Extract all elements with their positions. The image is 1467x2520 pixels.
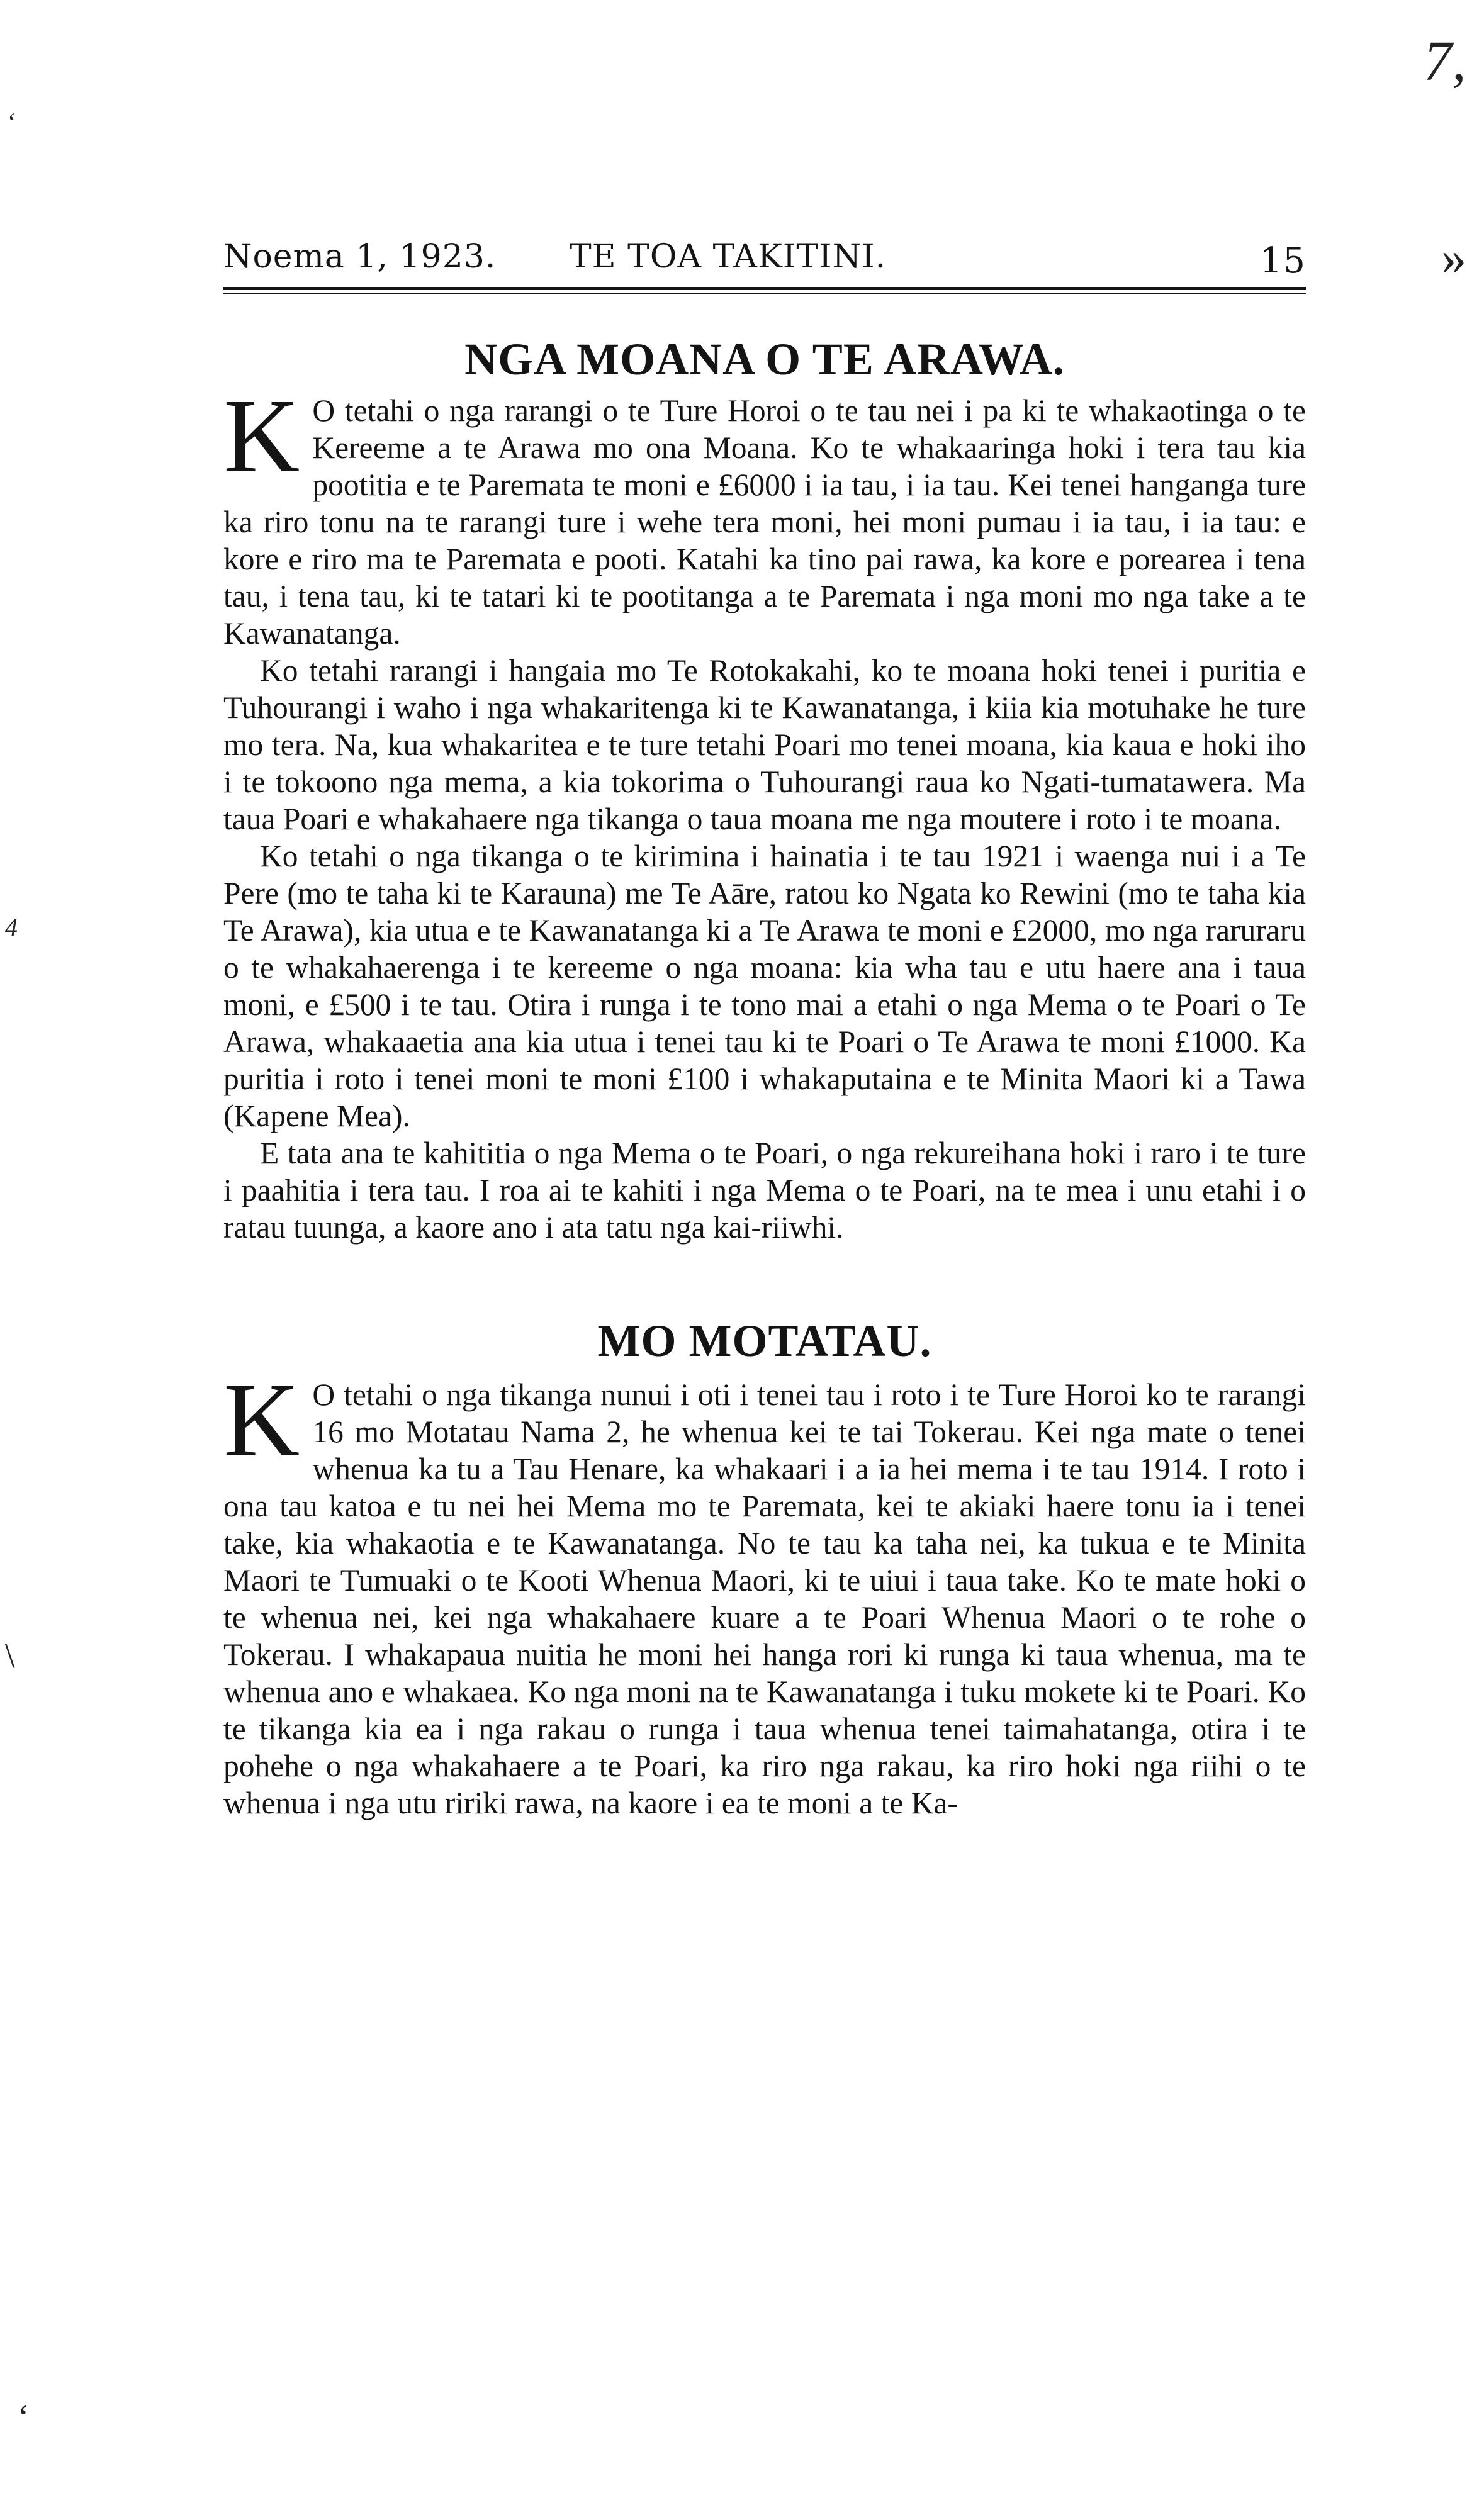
article-paragraph: Ko tetahi o nga tikanga o te kirimina i hainatia i te tau 1921 i waenga nui i a Te Pere (mo te taha ki te Karauna) me Te Aāre, ratou ko Ngata ko Rewini (mo te taha kia Te Arawa), kia utua e te Kawanatanga ki a Te Arawa te moni e £2000, mo nga raruraru o te whakahaerenga i te kereeme o nga moana: kia wha tau e utu haere ana i taua moni, e £500 i te tau. Otira i runga i te tono mai a etahi o nga Mema o te Poari o Te Arawa, whakaaetia ana kia utua i tenei tau ki te Poari o Te Arawa te moni £1000. Ka puritia i roto i tenei moni te moni £100 i whakaputaina e te Minita Maori ki a Tawa (Kapene Mea).: [223, 839, 1306, 1133]
running-header: [223, 227, 1306, 283]
article-title-motatau: MO MOTATAU.: [597, 1316, 932, 1366]
header-rule-thick: [223, 287, 1306, 290]
page-number: 15: [1259, 240, 1306, 281]
article-paragraph: Ko tetahi rarangi i hangaia mo Te Rotokakahi, ko te moana hoki tenei i puritia e Tuhourangi i waho i nga whakaritenga ki te Kawanatanga, i kiia kia motuhake he ture mo tera. Na, kua whakaritea e te ture tetahi Poari mo tenei moana, kia kaua e hoki iho i te tokoono nga mema, a kia tokorima o Tuhourangi raua ko Ngati-tumatawera. Ma taua Poari e whakahaere nga tikanga o taua moana me nga moutere i roto i te moana.: [223, 653, 1306, 836]
header-journal-title: TE TOA TAKITINI.: [570, 238, 887, 276]
margin-mark-left-1: ‘: [8, 108, 16, 136]
margin-mark-left-4: ‘: [18, 2398, 30, 2437]
margin-mark-left-3: \: [5, 1637, 15, 1676]
article-title-arawa: NGA MOANA O TE ARAWA.: [464, 334, 1065, 384]
article-paragraph: [223, 1362, 1306, 1822]
margin-mark-left-2: 4: [5, 913, 18, 941]
header-rule-thin: [223, 293, 1306, 294]
margin-mark-right-mid: »: [1441, 230, 1466, 286]
margin-mark-top-right: 7,: [1424, 30, 1466, 92]
paragraph-text: O tetahi o nga tikanga nunui i oti i tenei tau i roto i te Ture Horoi ko te rarangi 16 mo Motatau Nama 2, he whenua kei te tai Tokerau. Kei nga mate o tenei whenua ka tu a Tau Henare, ka whakaari i a ia hei mema i te tau 1914. I roto i ona tau katoa e tu nei hei Mema mo te Paremata, kei te akiaki haere tonu ia i tenei take, kia whakaotia e te Kawanatanga. No te tau ka taha nei, ka tukua e te Minita Maori te Tumuaki o te Kooti Whenua Maori, ki te uiui i taua take. Ko te mate hoki o te whenua nei, kei nga whakahaere kuare a te Poari Whenua Maori o te rohe o Tokerau. I whakapaua nuitia he moni hei hanga rori ki runga ki taua whenua, ma te whenua ano e whakaea. Ko nga moni na te Kawanatanga i tuku mokete ki te Poari. Ko te tikanga kia ea i nga rakau o runga i taua whenua tenei taimahatanga, otira i te pohehe o nga whakahaere a te Poari, ka riro nga rakau, ka riro hoki nga riihi o te whenua i nga utu ririki rawa, na kaore i ea te moni a te Ka-: [223, 1377, 1306, 1820]
paragraph-text: O tetahi o nga rarangi o te Ture Horoi o te tau nei i pa ki te whakaotinga o te Kereeme a te Arawa mo ona Moana. Ko te whakaaringa hoki i tera tau kia pootitia e te Paremata te moni e £6000 i ia tau, i ia tau. Kei tenei hanganga ture ka riro tonu na te rarangi ture i wehe tera moni, hei moni pumau i ia tau, i ia tau: e kore e riro ma te Paremata e pooti. Katahi ka tino pai rawa, ka kore e porearea i tena tau, i tena tau, ki te tatari ki te pootitanga a te Paremata i nga moni mo nga take a te Kawanatanga.: [223, 393, 1306, 651]
article-body-motatau: [223, 1362, 1306, 1822]
article-paragraph: E tata ana te kahititia o nga Mema o te Poari, o nga rekureihana hoki i raro i te ture i paahitia i tera tau. I roa ai te kahiti i nga Mema o te Poari, na te mea i unu etahi i o ratau tuunga, a kaore ano i ata tatu nga kai-riiwhi.: [223, 1136, 1306, 1245]
article-body-arawa: [223, 378, 1306, 1246]
drop-cap: K: [223, 378, 300, 495]
document-page: [223, 227, 1306, 1822]
drop-cap: K: [223, 1362, 300, 1479]
article-paragraph: [223, 378, 1306, 652]
header-date: Noema 1, 1923.: [223, 238, 497, 276]
